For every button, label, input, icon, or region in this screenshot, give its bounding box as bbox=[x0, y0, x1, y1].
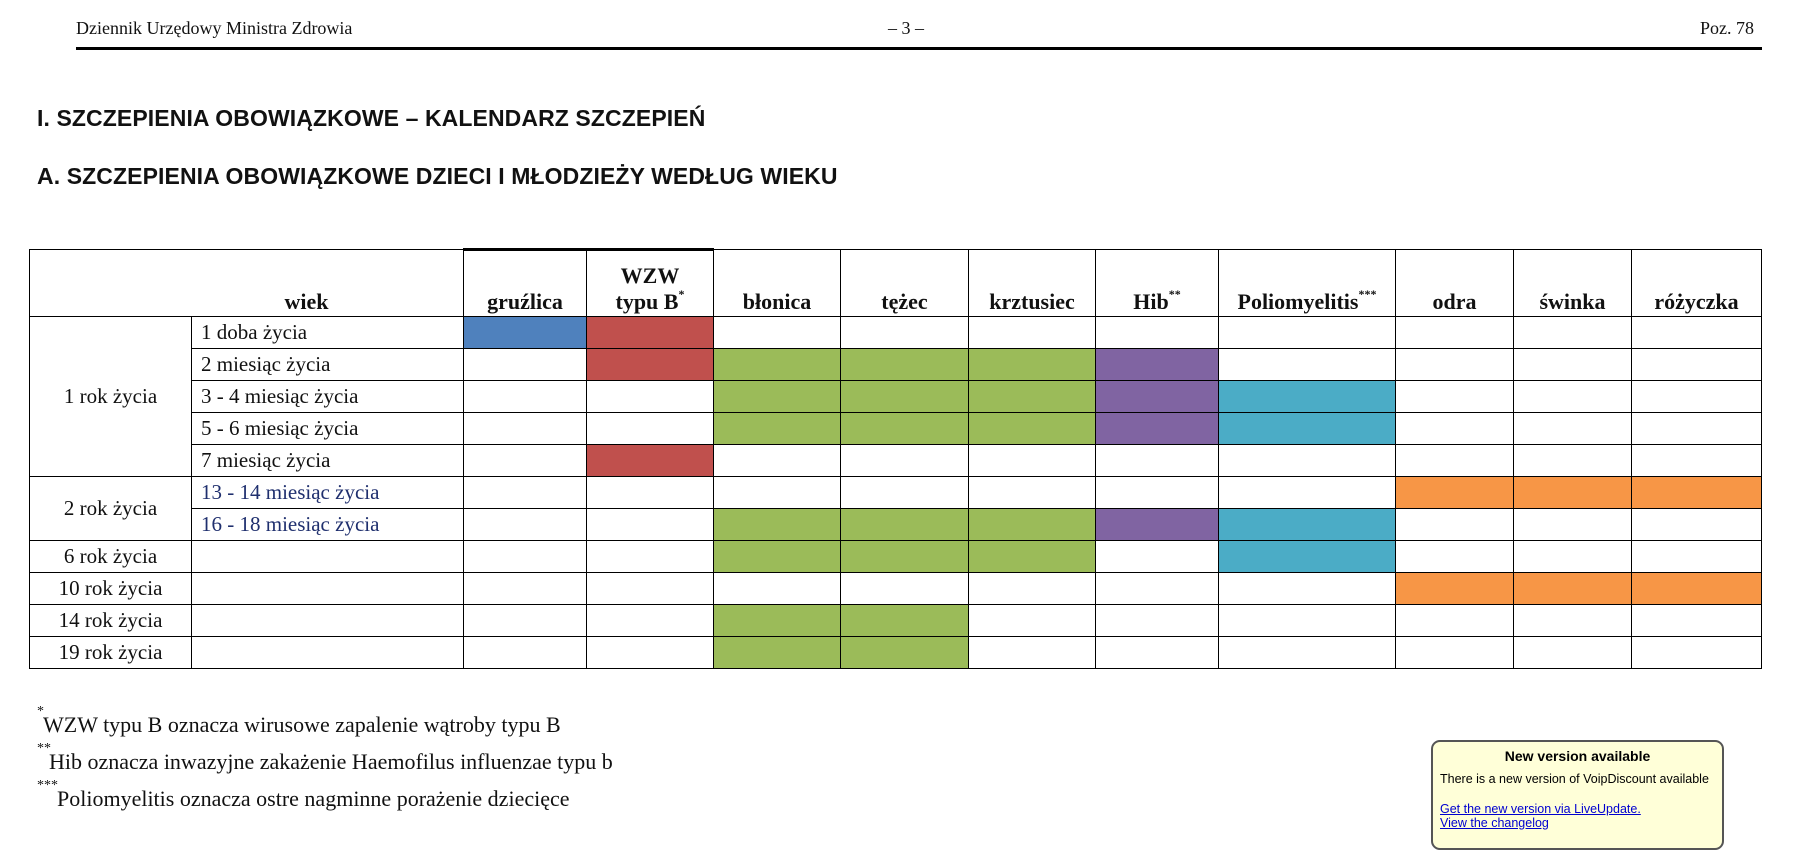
vaccination-mark-cell bbox=[841, 413, 969, 445]
empty-cell bbox=[1219, 573, 1396, 605]
age-detail-cell: 3 - 4 miesiąc życia bbox=[192, 381, 464, 413]
age-group-cell: 1 rok życia bbox=[30, 317, 192, 477]
empty-cell bbox=[1514, 509, 1632, 541]
empty-cell bbox=[587, 477, 714, 509]
vaccination-mark-cell bbox=[1219, 541, 1396, 573]
vaccination-mark-cell bbox=[714, 509, 841, 541]
empty-cell bbox=[1396, 317, 1514, 349]
empty-cell bbox=[464, 445, 587, 477]
vaccine-header-line1: WZW bbox=[620, 263, 680, 288]
footnote-marker: * bbox=[678, 287, 685, 301]
vaccine-header-4 bbox=[969, 250, 1096, 317]
vaccine-header-label: Hib bbox=[1133, 289, 1169, 314]
age-detail-cell: 13 - 14 miesiąc życia bbox=[192, 477, 464, 509]
position-number: Poz. 78 bbox=[1700, 18, 1754, 38]
vaccination-mark-cell bbox=[714, 637, 841, 669]
footnote-text: WZW typu B oznacza wirusowe zapalenie wątroby typu B bbox=[43, 712, 561, 737]
empty-cell bbox=[1632, 637, 1762, 669]
table-row bbox=[30, 445, 1762, 477]
vaccination-mark-cell bbox=[969, 413, 1096, 445]
vaccination-mark-cell bbox=[1219, 413, 1396, 445]
age-detail-cell: 7 miesiąc życia bbox=[192, 445, 464, 477]
vaccine-header-9 bbox=[1632, 250, 1762, 317]
table-row bbox=[30, 413, 1762, 445]
empty-cell bbox=[587, 637, 714, 669]
empty-cell bbox=[1096, 573, 1219, 605]
age-group-cell: 2 rok życia bbox=[30, 477, 192, 541]
vaccination-mark-cell bbox=[1096, 413, 1219, 445]
empty-cell bbox=[464, 541, 587, 573]
document-header bbox=[76, 16, 1762, 50]
empty-cell bbox=[587, 541, 714, 573]
footnote-mark: * bbox=[37, 704, 44, 719]
empty-cell bbox=[841, 445, 969, 477]
empty-cell bbox=[464, 381, 587, 413]
age-detail-cell: 1 doba życia bbox=[192, 317, 464, 349]
footnote-mark: ** bbox=[37, 741, 51, 756]
empty-cell bbox=[1514, 637, 1632, 669]
empty-cell bbox=[1096, 317, 1219, 349]
empty-cell bbox=[1632, 349, 1762, 381]
vaccination-mark-cell bbox=[587, 349, 714, 381]
empty-cell bbox=[969, 317, 1096, 349]
vaccination-mark-cell bbox=[1219, 509, 1396, 541]
empty-cell bbox=[587, 573, 714, 605]
vaccine-header-label: odra bbox=[1432, 289, 1477, 314]
vaccine-header-label: świnka bbox=[1539, 289, 1606, 314]
age-group-cell: 19 rok życia bbox=[30, 637, 192, 669]
vaccination-mark-cell bbox=[587, 445, 714, 477]
table-row bbox=[30, 637, 1762, 669]
empty-cell bbox=[1396, 605, 1514, 637]
liveupdate-link[interactable]: Get the new version via LiveUpdate. bbox=[1440, 802, 1641, 816]
journal-name: Dziennik Urzędowy Ministra Zdrowia bbox=[76, 18, 353, 38]
vaccination-mark-cell bbox=[969, 541, 1096, 573]
vaccination-mark-cell bbox=[841, 381, 969, 413]
empty-cell bbox=[1396, 445, 1514, 477]
table-header-row bbox=[30, 250, 1762, 317]
empty-cell bbox=[1396, 541, 1514, 573]
vaccination-mark-cell bbox=[1396, 477, 1514, 509]
empty-cell bbox=[1632, 381, 1762, 413]
empty-cell bbox=[464, 573, 587, 605]
table-row bbox=[30, 573, 1762, 605]
empty-cell bbox=[1096, 541, 1219, 573]
age-detail-cell: 5 - 6 miesiąc życia bbox=[192, 413, 464, 445]
vaccination-mark-cell bbox=[969, 509, 1096, 541]
vaccination-mark-cell bbox=[464, 317, 587, 349]
section-title: I. SZCZEPIENIA OBOWIĄZKOWE – KALENDARZ SZCZEPIEŃ bbox=[37, 105, 706, 131]
footnote-marker: *** bbox=[1358, 287, 1377, 301]
empty-cell bbox=[1396, 381, 1514, 413]
vaccination-mark-cell bbox=[1632, 573, 1762, 605]
vaccine-header-label: różyczka bbox=[1654, 289, 1739, 314]
empty-cell bbox=[464, 413, 587, 445]
empty-cell bbox=[969, 637, 1096, 669]
empty-cell bbox=[841, 477, 969, 509]
page-number: – 3 – bbox=[888, 18, 924, 38]
vaccination-mark-cell bbox=[1514, 573, 1632, 605]
empty-cell bbox=[464, 637, 587, 669]
empty-cell bbox=[464, 605, 587, 637]
empty-cell bbox=[969, 605, 1096, 637]
empty-cell bbox=[714, 573, 841, 605]
vaccination-mark-cell bbox=[714, 541, 841, 573]
vaccine-header-label: gruźlica bbox=[487, 289, 563, 314]
vaccination-mark-cell bbox=[714, 381, 841, 413]
vaccination-mark-cell bbox=[1632, 477, 1762, 509]
table-row bbox=[30, 541, 1762, 573]
empty-cell bbox=[1514, 317, 1632, 349]
vaccination-mark-cell bbox=[969, 381, 1096, 413]
age-group-cell: 10 rok życia bbox=[30, 573, 192, 605]
empty-cell bbox=[714, 477, 841, 509]
empty-cell bbox=[1096, 605, 1219, 637]
empty-cell bbox=[1096, 477, 1219, 509]
vaccination-mark-cell bbox=[714, 413, 841, 445]
vaccination-mark-cell bbox=[1396, 573, 1514, 605]
empty-cell bbox=[1219, 477, 1396, 509]
empty-cell bbox=[969, 477, 1096, 509]
vaccination-mark-cell bbox=[1096, 349, 1219, 381]
empty-cell bbox=[714, 445, 841, 477]
footnote-marker: ** bbox=[1168, 287, 1181, 301]
empty-cell bbox=[587, 413, 714, 445]
empty-cell bbox=[587, 605, 714, 637]
empty-cell bbox=[1096, 637, 1219, 669]
vaccination-mark-cell bbox=[969, 349, 1096, 381]
age-detail-cell bbox=[192, 637, 464, 669]
vaccination-mark-cell bbox=[841, 541, 969, 573]
empty-cell bbox=[1514, 445, 1632, 477]
vaccine-header-7 bbox=[1396, 250, 1514, 317]
age-column-header bbox=[30, 250, 464, 317]
age-detail-cell bbox=[192, 573, 464, 605]
empty-cell bbox=[1219, 605, 1396, 637]
popup-title: New version available bbox=[1504, 748, 1651, 764]
vaccination-mark-cell bbox=[841, 509, 969, 541]
empty-cell bbox=[1514, 413, 1632, 445]
footnote-text: Poliomyelitis oznacza ostre nagminne porażenie dziecięce bbox=[57, 786, 570, 811]
empty-cell bbox=[464, 509, 587, 541]
empty-cell bbox=[464, 477, 587, 509]
vaccination-calendar-table bbox=[29, 248, 1762, 669]
vaccination-mark-cell bbox=[1096, 381, 1219, 413]
vaccine-header-label: Poliomyelitis bbox=[1237, 289, 1359, 314]
empty-cell bbox=[714, 317, 841, 349]
vaccination-mark-cell bbox=[714, 605, 841, 637]
vaccine-header-6 bbox=[1219, 250, 1396, 317]
vaccination-mark-cell bbox=[714, 349, 841, 381]
vaccine-header-label: tężec bbox=[881, 289, 928, 314]
table-row bbox=[30, 381, 1762, 413]
empty-cell bbox=[1514, 381, 1632, 413]
vaccine-header-label: krztusiec bbox=[989, 289, 1075, 314]
empty-cell bbox=[1219, 349, 1396, 381]
vaccine-header-5 bbox=[1096, 250, 1219, 317]
empty-cell bbox=[969, 573, 1096, 605]
subsection-title: A. SZCZEPIENIA OBOWIĄZKOWE DZIECI I MŁODZIEŻY WEDŁUG WIEKU bbox=[37, 163, 838, 189]
empty-cell bbox=[587, 381, 714, 413]
empty-cell bbox=[1632, 509, 1762, 541]
vaccination-mark-cell bbox=[1514, 477, 1632, 509]
empty-cell bbox=[587, 509, 714, 541]
age-detail-cell bbox=[192, 605, 464, 637]
vaccination-mark-cell bbox=[841, 349, 969, 381]
empty-cell bbox=[1632, 605, 1762, 637]
vaccination-mark-cell bbox=[1219, 381, 1396, 413]
empty-cell bbox=[1396, 349, 1514, 381]
footnote-mark: *** bbox=[37, 778, 58, 793]
empty-cell bbox=[1219, 445, 1396, 477]
age-group-cell: 6 rok życia bbox=[30, 541, 192, 573]
empty-cell bbox=[1632, 317, 1762, 349]
table-row bbox=[30, 477, 1762, 509]
empty-cell bbox=[1632, 445, 1762, 477]
empty-cell bbox=[1632, 413, 1762, 445]
empty-cell bbox=[841, 317, 969, 349]
vaccine-header-0 bbox=[464, 250, 587, 317]
table-row bbox=[30, 509, 1762, 541]
footnote-text: Hib oznacza inwazyjne zakażenie Haemofilus influenzae typu b bbox=[49, 749, 613, 774]
age-detail-cell bbox=[192, 541, 464, 573]
table-row bbox=[30, 349, 1762, 381]
empty-cell bbox=[1514, 541, 1632, 573]
popup-message: There is a new version of VoipDiscount available bbox=[1440, 772, 1709, 786]
empty-cell bbox=[1514, 349, 1632, 381]
vaccination-mark-cell bbox=[841, 637, 969, 669]
vaccine-header-8 bbox=[1514, 250, 1632, 317]
empty-cell bbox=[1219, 317, 1396, 349]
empty-cell bbox=[1514, 605, 1632, 637]
age-group-cell: 14 rok życia bbox=[30, 605, 192, 637]
vaccine-header-label: typu B bbox=[615, 289, 679, 314]
vaccination-mark-cell bbox=[587, 317, 714, 349]
age-header-label: wiek bbox=[284, 289, 329, 314]
empty-cell bbox=[1632, 541, 1762, 573]
table-row bbox=[30, 605, 1762, 637]
empty-cell bbox=[841, 573, 969, 605]
update-notification-popup[interactable] bbox=[1431, 740, 1724, 850]
vaccine-header-2 bbox=[714, 250, 841, 317]
age-detail-cell: 2 miesiąc życia bbox=[192, 349, 464, 381]
vaccination-mark-cell bbox=[841, 605, 969, 637]
empty-cell bbox=[1396, 637, 1514, 669]
vaccine-header-label: błonica bbox=[742, 289, 812, 314]
table-row bbox=[30, 317, 1762, 349]
vaccination-mark-cell bbox=[1096, 509, 1219, 541]
empty-cell bbox=[1219, 637, 1396, 669]
empty-cell bbox=[1096, 445, 1219, 477]
empty-cell bbox=[1396, 413, 1514, 445]
vaccine-header-1 bbox=[587, 250, 714, 317]
empty-cell bbox=[969, 445, 1096, 477]
empty-cell bbox=[464, 349, 587, 381]
changelog-link[interactable]: View the changelog bbox=[1440, 816, 1549, 830]
age-detail-cell: 16 - 18 miesiąc życia bbox=[192, 509, 464, 541]
empty-cell bbox=[1396, 509, 1514, 541]
vaccine-header-3 bbox=[841, 250, 969, 317]
